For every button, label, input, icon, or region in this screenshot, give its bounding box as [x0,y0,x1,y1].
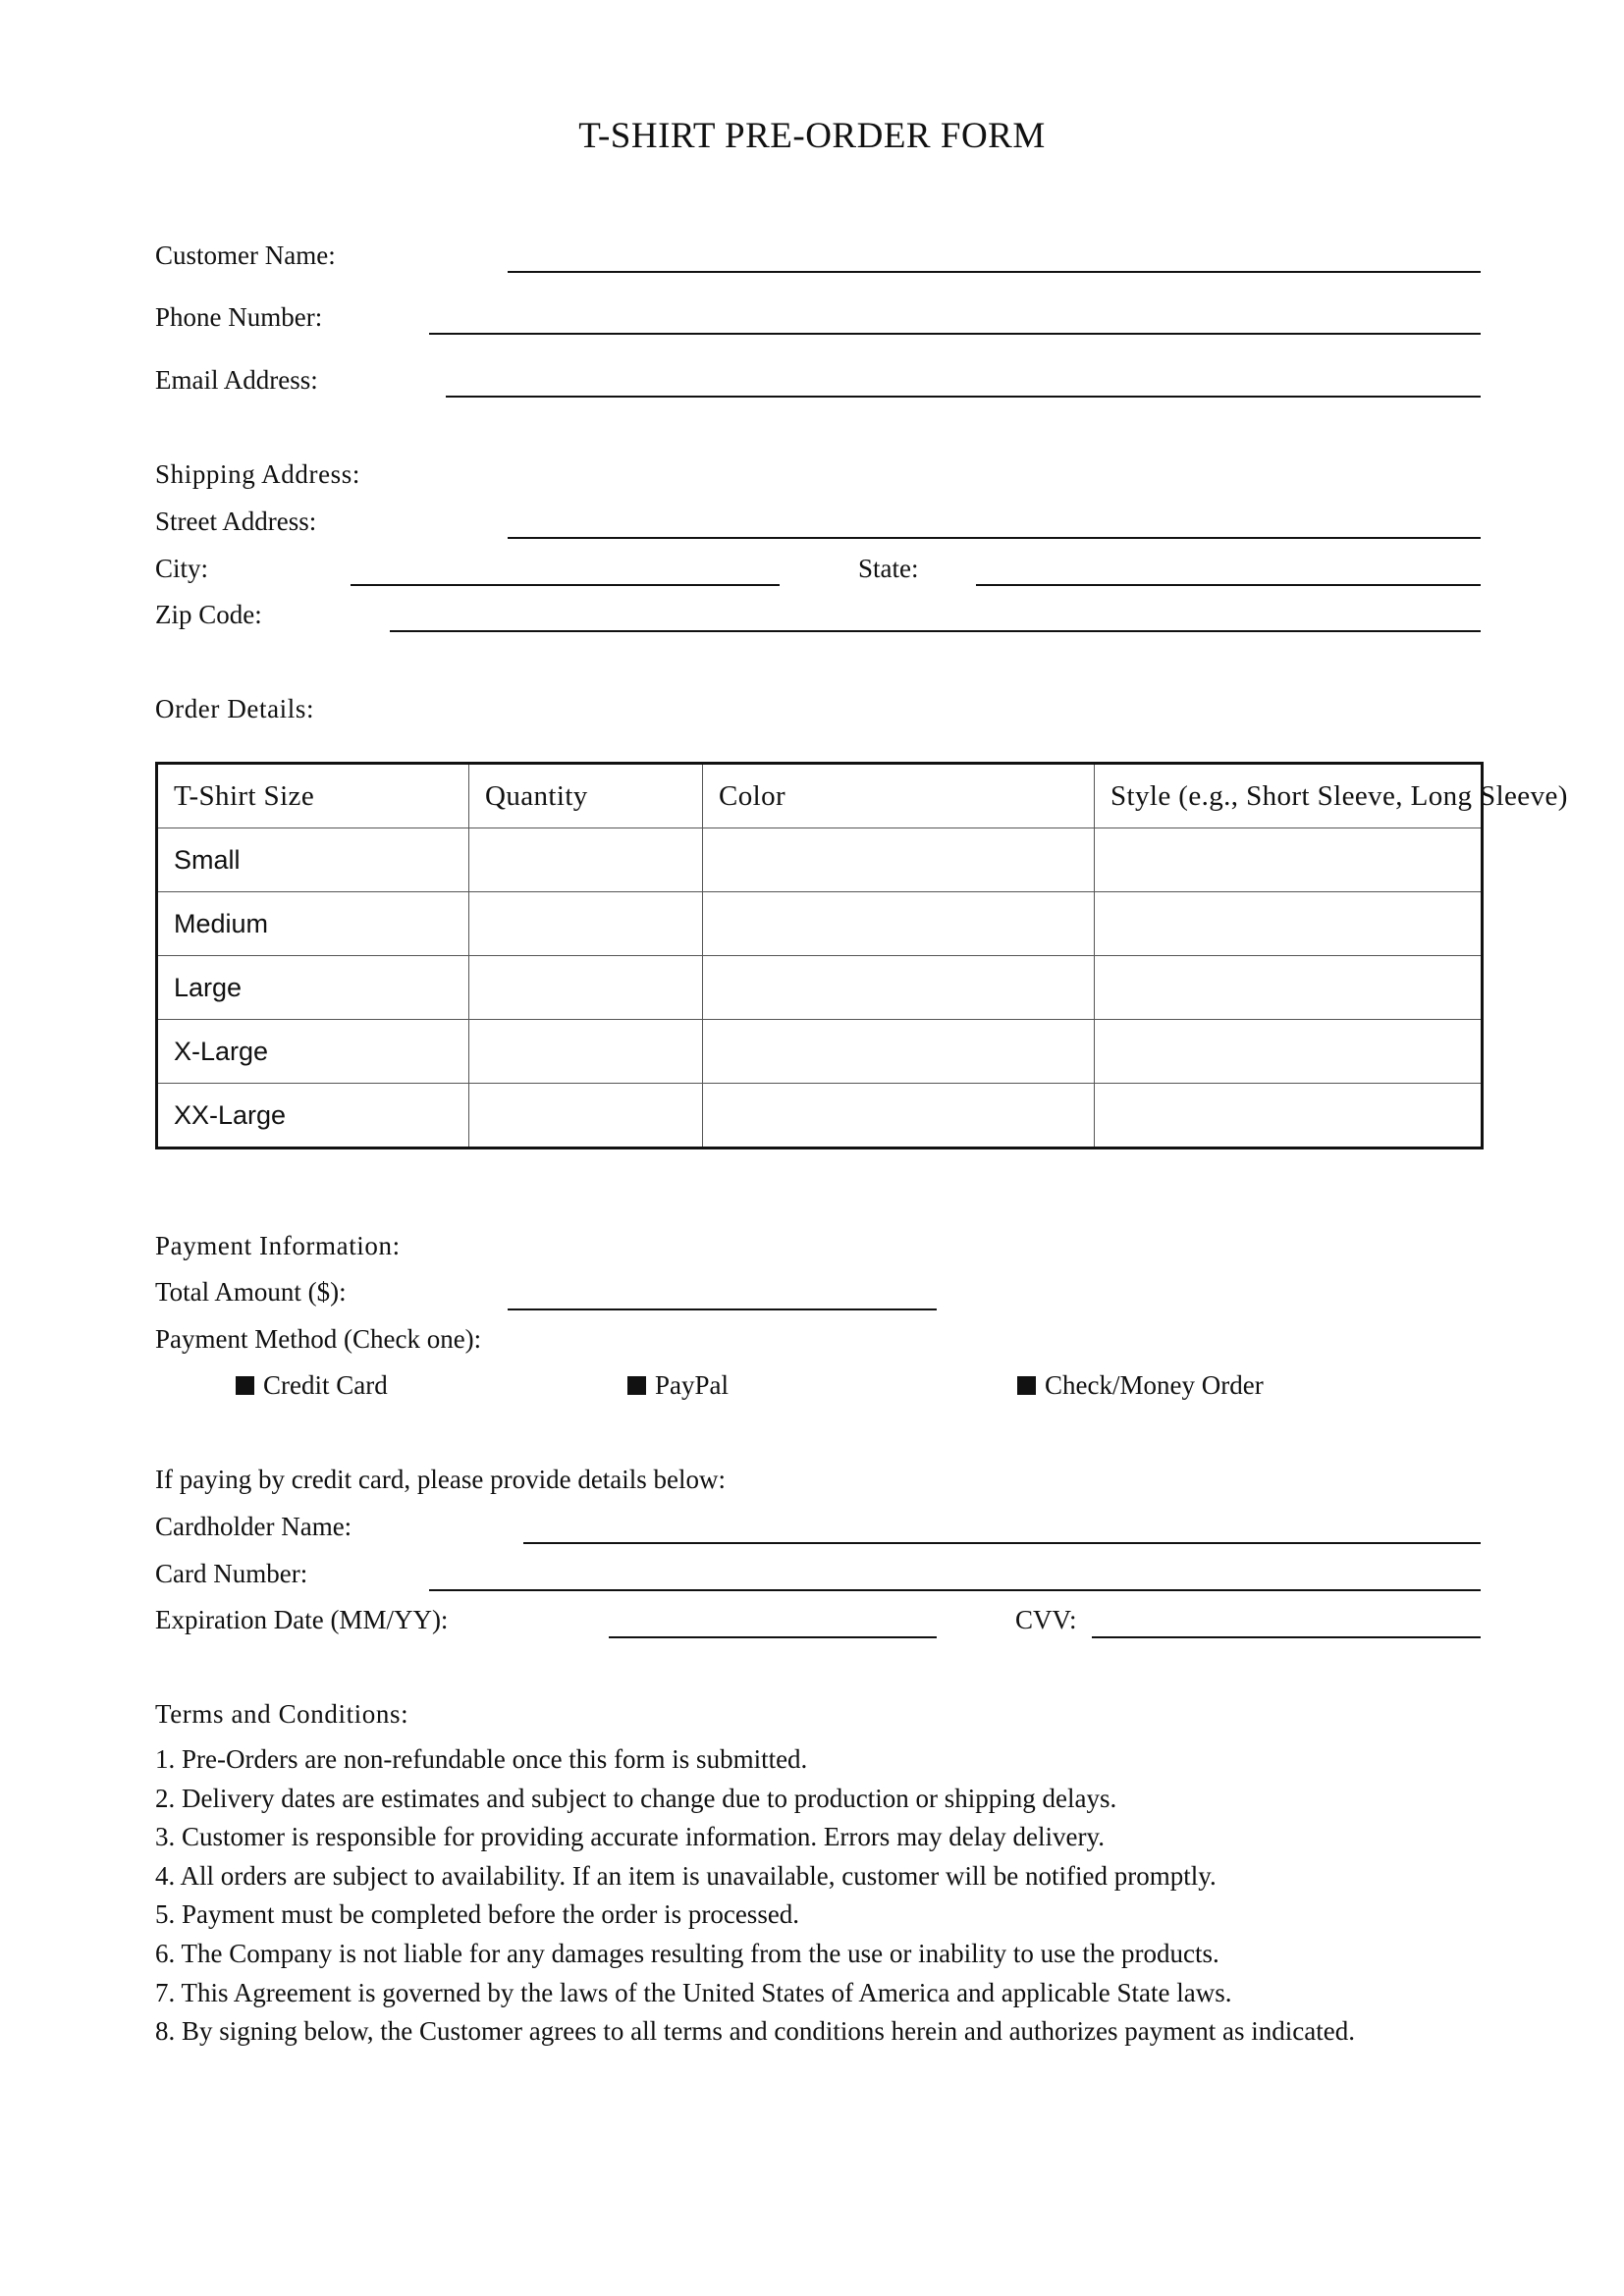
checkbox-icon[interactable] [236,1376,254,1395]
terms-item: 1. Pre-Orders are non-refundable once this form is submitted. [155,1744,808,1774]
quantity-cell[interactable] [469,1020,703,1084]
size-cell: Medium [157,892,469,956]
customer-name-label: Customer Name: [155,240,336,270]
state-field[interactable] [976,584,1481,586]
phone-number-field[interactable] [429,333,1481,335]
payment-option-credit-card[interactable] [236,1369,388,1401]
order-details-heading: Order Details: [155,694,315,723]
table-header-row [157,764,1483,828]
size-cell: Small [157,828,469,892]
terms-item: 8. By signing below, the Customer agrees to all terms and conditions herein and authorizes payment as indicated. [155,2016,1355,2047]
terms-item: 3. Customer is responsible for providing accurate information. Errors may delay delivery. [155,1822,1105,1852]
column-header-quantity: Quantity [469,764,703,828]
payment-option-paypal[interactable] [627,1369,729,1401]
table-row [157,828,1483,892]
style-cell[interactable] [1095,1020,1483,1084]
payment-option-check-money-order[interactable] [1017,1369,1264,1401]
expiration-date-label: Expiration Date (MM/YY): [155,1605,449,1634]
page-title: T-SHIRT PRE-ORDER FORM [578,116,1046,156]
email-address-field[interactable] [446,396,1481,398]
style-cell[interactable] [1095,828,1483,892]
card-number-field[interactable] [429,1589,1481,1591]
quantity-cell[interactable] [469,1084,703,1148]
payment-information-heading: Payment Information: [155,1231,401,1260]
credit-card-intro: If paying by credit card, please provide details below: [155,1465,727,1494]
style-cell[interactable] [1095,1084,1483,1148]
checkbox-icon[interactable] [1017,1376,1036,1395]
expiration-date-field[interactable] [609,1636,937,1638]
city-field[interactable] [351,584,780,586]
payment-option-label: PayPal [655,1370,730,1400]
color-cell[interactable] [703,828,1095,892]
color-cell[interactable] [703,956,1095,1020]
order-table [155,762,1568,1149]
color-cell[interactable] [703,1084,1095,1148]
cvv-label: CVV: [1015,1605,1077,1634]
color-cell[interactable] [703,892,1095,956]
size-cell: Large [157,956,469,1020]
zip-code-label: Zip Code: [155,600,262,629]
quantity-cell[interactable] [469,828,703,892]
style-cell[interactable] [1095,956,1483,1020]
column-header-style: Style (e.g., Short Sleeve, Long Sleeve) [1095,764,1483,828]
table-row [157,1020,1483,1084]
checkbox-icon[interactable] [627,1376,646,1395]
phone-number-label: Phone Number: [155,302,323,332]
customer-name-field[interactable] [508,271,1481,273]
quantity-cell[interactable] [469,892,703,956]
table-row [157,1084,1483,1148]
payment-option-label: Credit Card [263,1370,388,1400]
color-cell[interactable] [703,1020,1095,1084]
card-number-label: Card Number: [155,1559,308,1588]
style-cell[interactable] [1095,892,1483,956]
email-address-label: Email Address: [155,365,318,395]
size-cell: XX-Large [157,1084,469,1148]
state-label: State: [858,554,919,583]
street-address-field[interactable] [508,537,1481,539]
street-address-label: Street Address: [155,507,317,536]
terms-list [155,1740,1355,2052]
payment-method-label: Payment Method (Check one): [155,1324,482,1354]
table-row [157,956,1483,1020]
terms-item: 6. The Company is not liable for any damages resulting from the use or inability to use the products. [155,1938,1219,1968]
shipping-address-heading: Shipping Address: [155,459,360,489]
terms-item: 4. All orders are subject to availability. If an item is unavailable, customer will be notified promptly. [155,1860,1217,1891]
payment-option-label: Check/Money Order [1045,1370,1264,1400]
quantity-cell[interactable] [469,956,703,1020]
terms-item: 5. Payment must be completed before the order is processed. [155,1899,800,1930]
total-amount-label: Total Amount ($): [155,1277,347,1307]
table-row [157,892,1483,956]
terms-heading: Terms and Conditions: [155,1699,409,1729]
cvv-field[interactable] [1092,1636,1481,1638]
column-header-color: Color [703,764,1095,828]
total-amount-field[interactable] [508,1308,937,1310]
city-label: City: [155,554,209,583]
cardholder-name-label: Cardholder Name: [155,1512,352,1541]
zip-code-field[interactable] [390,630,1481,632]
size-cell: X-Large [157,1020,469,1084]
terms-item: 2. Delivery dates are estimates and subject to change due to production or shipping delays. [155,1783,1117,1813]
column-header-size: T-Shirt Size [157,764,469,828]
cardholder-name-field[interactable] [523,1542,1481,1544]
terms-item: 7. This Agreement is governed by the laws of the United States of America and applicable State laws. [155,1977,1232,2007]
